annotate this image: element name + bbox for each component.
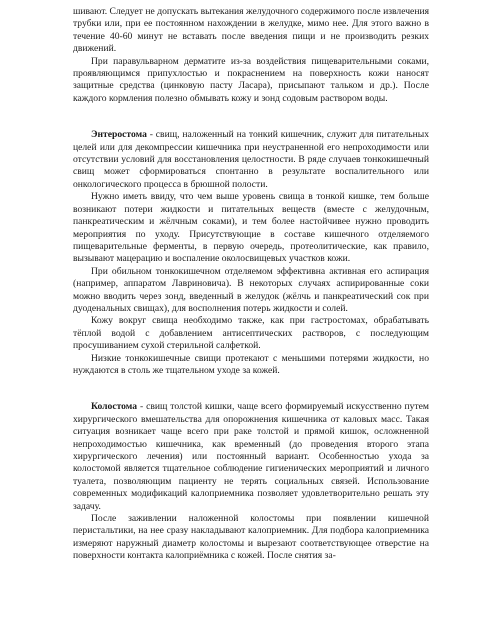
term-colostoma: Колостома bbox=[91, 401, 138, 413]
paragraph-4 bbox=[73, 191, 429, 265]
paragraph-colostoma bbox=[73, 401, 429, 513]
paragraph-text: - свищ толстой кишки, чаще всего формируемый искусственно путем хирургического вмешательства для опорожнения кишечника от каловых масс. Такая ситуация возникает чаще всего при раке толстой и прямой кишок, осложненной непроходимостью кишечника, как временный (до проведения второго этапа хирургического лечения) или постоянный вариант. Особенностью ухода за колостомой является тщательное соблюдение гигиенических мероприятий и личного туалета, позволяющим пациенту не терять социальных связей. Использование современных модификаций калоприемника позволяет удовлетворительно решать эту задачу. bbox=[73, 401, 429, 512]
paragraph-text: При обильном тонкокишечном отделяемом эффективна активная его аспирация (например, аппаратом Лавриновича). В некоторых случаях аспирированные соки можно вводить через зонд, введенный в желудок (жёлчь и панкреатический сок при дуоденальных свищах), для восполнения потерь жидкости и солей. bbox=[73, 265, 429, 314]
paragraph-text: Нужно иметь ввиду, что чем выше уровень свища в тонкой кишке, тем больше возникают потери жидкости и питательных веществ (вместе с желудочным, панкреатическим и жёлчным соками), и тем более настойчивее нужно проводить мероприятия по уходу. Присутствующие в составе кишечного отделяемого пищеварительные ферменты, в первую очередь, протеолитические, как правило, вызывают мацерацию и воспаление околосвищевых участков кожи. bbox=[73, 191, 429, 265]
paragraph-6 bbox=[73, 315, 429, 352]
paragraph-7 bbox=[73, 353, 429, 378]
document-page bbox=[73, 6, 429, 563]
paragraph-1 bbox=[73, 6, 429, 56]
paragraph-text: шивают. Следует не допускать вытекания желудочного содержимого после извлечения трубки или, при ее постоянном нахождении в желудке, мимо нее. Для этого важно в течение 40-60 минут не вставать после введения пищи и не производить резких движений. bbox=[73, 6, 429, 55]
paragraph-5 bbox=[73, 266, 429, 316]
term-enterostoma: Энтеростома bbox=[91, 129, 147, 141]
paragraph-2 bbox=[73, 56, 429, 106]
paragraph-text: При паравульварном дерматите из-за воздействия пищеварительными соками, проявляющимся припухлостью и покраснением на поверхность кожи наносят защитные средства (цинковую пасту Ласара), присыпают тальком и др.). После каждого кормления полезно обмывать кожу и зонд содовым раствором воды. bbox=[73, 55, 429, 104]
paragraph-text: - свищ, наложенный на тонкий кишечник, служит для питательных целей или для декомпрессии кишечника при неустраненной его непроходимости или отсутствии условий для восстановления целостности. В ряде случаев тонкокишечный свищ может сформироваться спонтанно в результате воспалительного или онкологического процесса в брюшной полости. bbox=[73, 129, 429, 190]
paragraph-text: Кожу вокруг свища необходимо также, как при гастростомах, обрабатывать тёплой водой с добавлением антисептических растворов, с последующим просушиванием сухой стерильной салфеткой. bbox=[73, 315, 429, 352]
paragraph-text: После заживлении наложенной колостомы при появлении кишечной перистальтики, на нее сразу накладывают калоприемник. Для подбора калоприемника измеряют наружный диаметр колостомы и вырезают соответствующее отверстие на поверхности контакта калоприёмника с кожей. После снятия за- bbox=[73, 513, 429, 562]
paragraph-text: Низкие тонкокишечные свищи протекают с меньшими потерями жидкости, но нуждаются в столь же тщательном уходе за кожей. bbox=[73, 352, 429, 376]
paragraph-enterostoma bbox=[73, 129, 429, 191]
paragraph-9 bbox=[73, 513, 429, 563]
